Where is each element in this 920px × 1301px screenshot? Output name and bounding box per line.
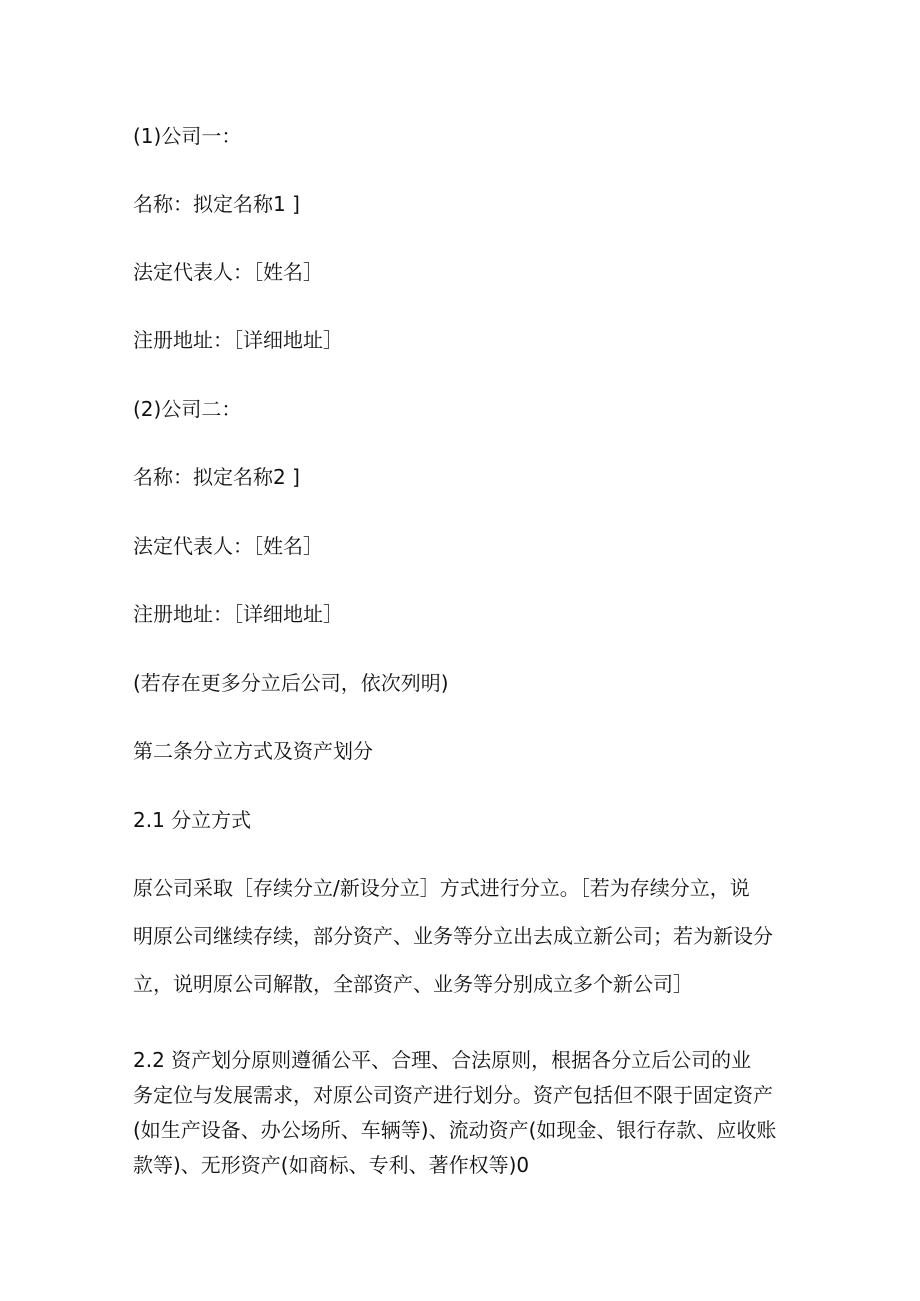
section-2-2-line: (如生产设备、办公场所、车辆等)、流动资产(如现金、银行存款、应收账 (133, 1118, 777, 1142)
section-2-1-line: 原公司采取［存续分立/新设分立］方式进行分立。［若为存续分立，说 (133, 876, 750, 900)
company-one-name: 名称：拟定名称1 ] (133, 192, 300, 216)
section-2-2-line: 款等)、无形资产(如商标、专利、著作权等)0 (133, 1153, 530, 1177)
section-2-2-line: 务定位与发展需求，对原公司资产进行划分。资产包括但不限于固定资产 (133, 1083, 773, 1107)
more-companies-note: (若存在更多分立后公司，依次列明) (133, 671, 449, 695)
section-2-2-body (133, 1048, 783, 1188)
company-one-legal-representative: 法定代表人：［姓名］ (133, 260, 323, 284)
section-2-1-line: 明原公司继续存续，部分资产、业务等分立出去成立新公司；若为新设分 (133, 924, 773, 948)
section-2-1-line: 立，说明原公司解散，全部资产、业务等分别成立多个新公司］ (133, 972, 693, 996)
article-two-heading: 第二条分立方式及资产划分 (133, 739, 373, 763)
company-two-heading: (2)公司二： (133, 397, 242, 421)
company-two-legal-representative: 法定代表人：［姓名］ (133, 534, 323, 558)
company-one-heading: (1)公司一： (133, 124, 242, 148)
section-2-1-body (133, 876, 783, 1020)
company-two-registered-address: 注册地址：［详细地址］ (133, 602, 343, 626)
section-2-2-line: 2.2 资产划分原则遵循公平、合理、合法原则，根据各分立后公司的业 (133, 1048, 752, 1072)
section-2-1-heading: 2.1 分立方式 (133, 808, 252, 832)
company-two-name: 名称：拟定名称2 ] (133, 465, 300, 489)
company-one-registered-address: 注册地址：［详细地址］ (133, 328, 343, 352)
